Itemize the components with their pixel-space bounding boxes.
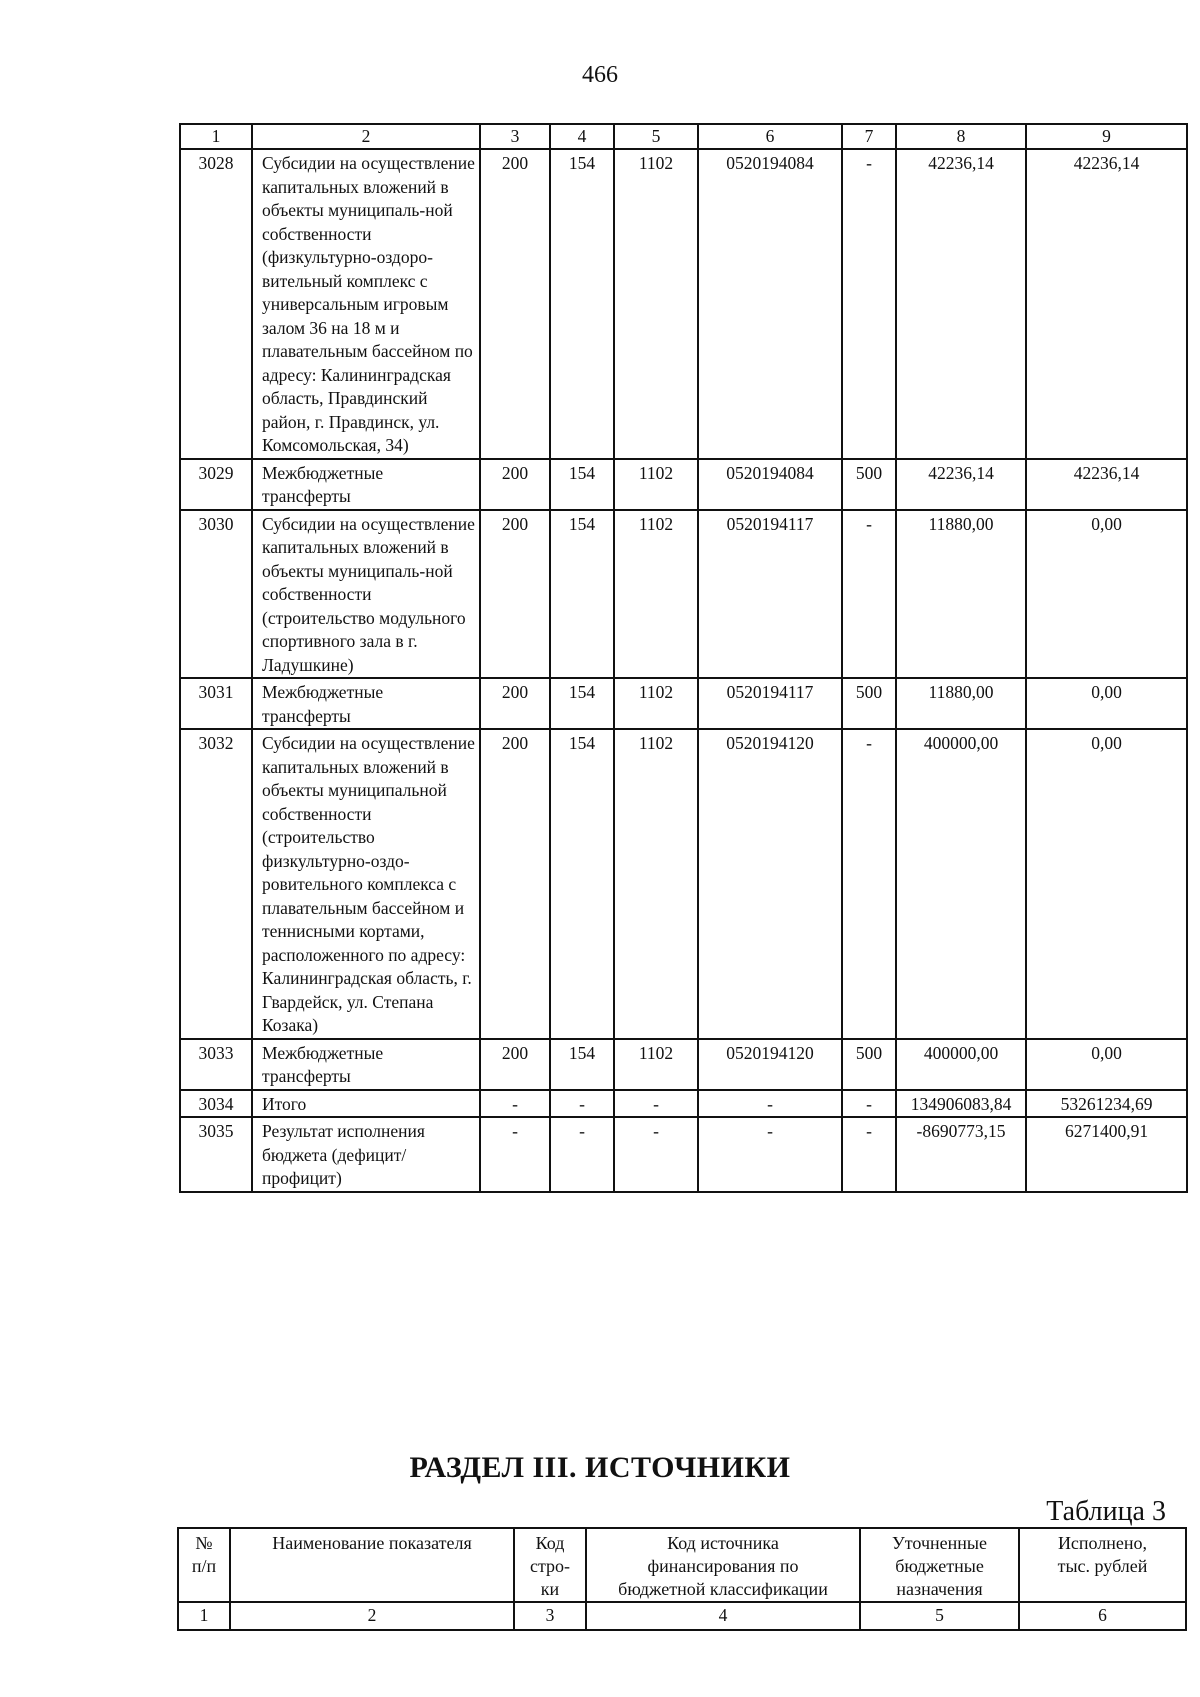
column-number: 8 — [896, 124, 1026, 149]
expense-name: Субсидии на осуществление капитальных вложений в объекты муниципальной собственности (строительство физкультурно-оздо-ровительного комплекса с плавательным бассейном и теннисными кортами, расположенного по адресу: Калининградская область, г. Гвардейск, ул. Степана Козака) — [252, 729, 480, 1039]
admin-code: - — [480, 1117, 550, 1192]
header-refined-appropriations: Уточненные бюджетные назначения — [860, 1528, 1019, 1602]
expense-type-code: - — [842, 149, 896, 459]
target-article-code: 0520194117 — [698, 510, 842, 679]
sources-number-row — [178, 1602, 1186, 1630]
executed-amount: 53261234,69 — [1026, 1090, 1187, 1118]
expense-type-code: - — [842, 1117, 896, 1192]
column-number: 3 — [514, 1602, 586, 1630]
refined-appropriation: 11880,00 — [896, 678, 1026, 729]
column-number: 2 — [252, 124, 480, 149]
sources-header-row — [178, 1528, 1186, 1602]
target-article-code: 0520194084 — [698, 149, 842, 459]
admin-code: 200 — [480, 729, 550, 1039]
refined-appropriation: 134906083,84 — [896, 1090, 1026, 1118]
executed-amount: 42236,14 — [1026, 459, 1187, 510]
target-article-code: 0520194117 — [698, 678, 842, 729]
expense-name: Межбюджетные трансферты — [252, 1039, 480, 1090]
refined-appropriation: 400000,00 — [896, 729, 1026, 1039]
row-number: 3035 — [180, 1117, 252, 1192]
row-number: 3034 — [180, 1090, 252, 1118]
executed-amount: 42236,14 — [1026, 149, 1187, 459]
ministry-code: 154 — [550, 510, 614, 679]
table-row — [180, 729, 1187, 1039]
column-number: 1 — [178, 1602, 230, 1630]
row-number: 3030 — [180, 510, 252, 679]
row-number: 3029 — [180, 459, 252, 510]
column-number: 4 — [586, 1602, 860, 1630]
column-number-row — [180, 124, 1187, 149]
target-article-code: 0520194120 — [698, 729, 842, 1039]
header-executed: Исполнено, тыс. рублей — [1019, 1528, 1186, 1602]
table-row — [180, 1117, 1187, 1192]
table-row — [180, 459, 1187, 510]
column-number: 4 — [550, 124, 614, 149]
admin-code: 200 — [480, 510, 550, 679]
row-number: 3031 — [180, 678, 252, 729]
column-number: 7 — [842, 124, 896, 149]
section-title: РАЗДЕЛ III. ИСТОЧНИКИ — [409, 1451, 791, 1484]
section-code: - — [614, 1117, 698, 1192]
header-source-code: Код источника финансирования по бюджетной классификации — [586, 1528, 860, 1602]
target-article-code: 0520194120 — [698, 1039, 842, 1090]
table-row — [180, 1090, 1187, 1118]
column-number: 6 — [698, 124, 842, 149]
refined-appropriation: 400000,00 — [896, 1039, 1026, 1090]
expense-type-code: - — [842, 510, 896, 679]
refined-appropriation: 42236,14 — [896, 149, 1026, 459]
column-number: 9 — [1026, 124, 1187, 149]
ministry-code: 154 — [550, 459, 614, 510]
section-code: 1102 — [614, 510, 698, 679]
admin-code: 200 — [480, 1039, 550, 1090]
table-row — [180, 149, 1187, 459]
ministry-code: - — [550, 1117, 614, 1192]
ministry-code: - — [550, 1090, 614, 1118]
expense-name: Межбюджетные трансферты — [252, 678, 480, 729]
section-code: 1102 — [614, 459, 698, 510]
target-article-code: - — [698, 1090, 842, 1118]
ministry-code: 154 — [550, 1039, 614, 1090]
ministry-code: 154 — [550, 149, 614, 459]
expense-type-code: 500 — [842, 459, 896, 510]
refined-appropriation: 42236,14 — [896, 459, 1026, 510]
row-number: 3033 — [180, 1039, 252, 1090]
column-number: 6 — [1019, 1602, 1186, 1630]
section-code: 1102 — [614, 1039, 698, 1090]
table-label: Таблица 3 — [1046, 1496, 1166, 1527]
expenditure-table — [179, 123, 1188, 1193]
executed-amount: 0,00 — [1026, 510, 1187, 679]
section-code: 1102 — [614, 729, 698, 1039]
target-article-code: 0520194084 — [698, 459, 842, 510]
table-row — [180, 1039, 1187, 1090]
column-number: 2 — [230, 1602, 514, 1630]
admin-code: 200 — [480, 149, 550, 459]
column-number: 1 — [180, 124, 252, 149]
row-number: 3028 — [180, 149, 252, 459]
admin-code: 200 — [480, 678, 550, 729]
executed-amount: 0,00 — [1026, 1039, 1187, 1090]
ministry-code: 154 — [550, 729, 614, 1039]
section-code: 1102 — [614, 149, 698, 459]
sources-table — [177, 1527, 1187, 1631]
executed-amount: 0,00 — [1026, 729, 1187, 1039]
target-article-code: - — [698, 1117, 842, 1192]
expense-name: Межбюджетные трансферты — [252, 459, 480, 510]
expense-name: Субсидии на осуществление капитальных вложений в объекты муниципаль-ной собственности (строительство модульного спортивного зала в г. Ладушкине) — [252, 510, 480, 679]
executed-amount: 6271400,91 — [1026, 1117, 1187, 1192]
expense-name: Субсидии на осуществление капитальных вложений в объекты муниципаль-ной собственности (физкультурно-оздоро-вительный комплекс с универсальным игровым залом 36 на 18 м и плавательным бассейном по адресу: Калининградская область, Правдинский район, г. Правдинск, ул. Комсомольская, 34) — [252, 149, 480, 459]
table-row — [180, 678, 1187, 729]
expense-name: Итого — [252, 1090, 480, 1118]
header-indicator-name: Наименование показателя — [230, 1528, 514, 1602]
ministry-code: 154 — [550, 678, 614, 729]
page-number: 466 — [582, 62, 618, 88]
expense-type-code: - — [842, 1090, 896, 1118]
expense-type-code: 500 — [842, 1039, 896, 1090]
column-number: 3 — [480, 124, 550, 149]
header-line-code: Код стро- ки — [514, 1528, 586, 1602]
column-number: 5 — [860, 1602, 1019, 1630]
expense-type-code: - — [842, 729, 896, 1039]
expense-type-code: 500 — [842, 678, 896, 729]
table-row — [180, 510, 1187, 679]
row-number: 3032 — [180, 729, 252, 1039]
admin-code: - — [480, 1090, 550, 1118]
section-code: - — [614, 1090, 698, 1118]
refined-appropriation: 11880,00 — [896, 510, 1026, 679]
expense-name: Результат исполнения бюджета (дефицит/профицит) — [252, 1117, 480, 1192]
header-index: № п/п — [178, 1528, 230, 1602]
column-number: 5 — [614, 124, 698, 149]
executed-amount: 0,00 — [1026, 678, 1187, 729]
admin-code: 200 — [480, 459, 550, 510]
section-code: 1102 — [614, 678, 698, 729]
refined-appropriation: -8690773,15 — [896, 1117, 1026, 1192]
